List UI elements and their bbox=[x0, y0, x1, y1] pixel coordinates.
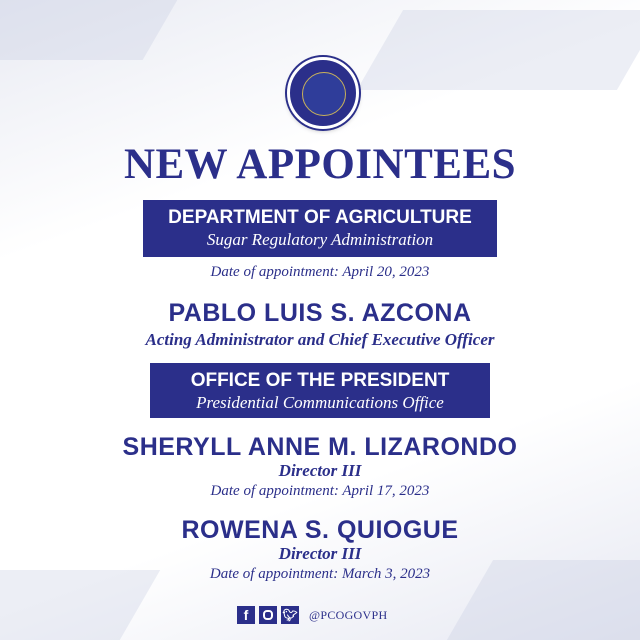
facebook-icon[interactable]: f bbox=[237, 606, 255, 624]
appointment-date: Date of appointment: April 20, 2023 bbox=[210, 264, 430, 280]
agency-name: Presidential Communications Office bbox=[196, 393, 444, 412]
background-shape bbox=[0, 0, 177, 60]
appointment-date: Date of appointment: March 3, 2023 bbox=[209, 566, 431, 582]
department-name: OFFICE OF THE PRESIDENT bbox=[190, 370, 450, 391]
appointee-position: Director III bbox=[278, 544, 362, 563]
social-footer bbox=[237, 606, 387, 624]
appointee-name: SHERYLL ANNE M. LIZARONDO bbox=[122, 433, 518, 461]
department-banner-agriculture bbox=[143, 200, 497, 257]
social-handle: @PCOGOVPH bbox=[309, 607, 388, 622]
appointee-position: Acting Administrator and Chief Executive Officer bbox=[145, 330, 495, 349]
department-banner-office-of-president bbox=[150, 363, 490, 418]
background-shape bbox=[357, 10, 640, 90]
department-name: DEPARTMENT OF AGRICULTURE bbox=[168, 207, 472, 228]
appointee-name: PABLO LUIS S. AZCONA bbox=[168, 299, 472, 327]
pco-seal-logo bbox=[287, 57, 359, 129]
instagram-icon[interactable] bbox=[259, 606, 277, 624]
agency-name: Sugar Regulatory Administration bbox=[206, 230, 434, 249]
page-title: NEW APPOINTEES bbox=[123, 141, 517, 188]
appointee-name: ROWENA S. QUIOGUE bbox=[181, 516, 459, 544]
appointment-date: Date of appointment: April 17, 2023 bbox=[210, 483, 430, 499]
appointee-position: Director III bbox=[278, 461, 362, 480]
twitter-icon[interactable]: 🐦︎ bbox=[282, 608, 298, 622]
